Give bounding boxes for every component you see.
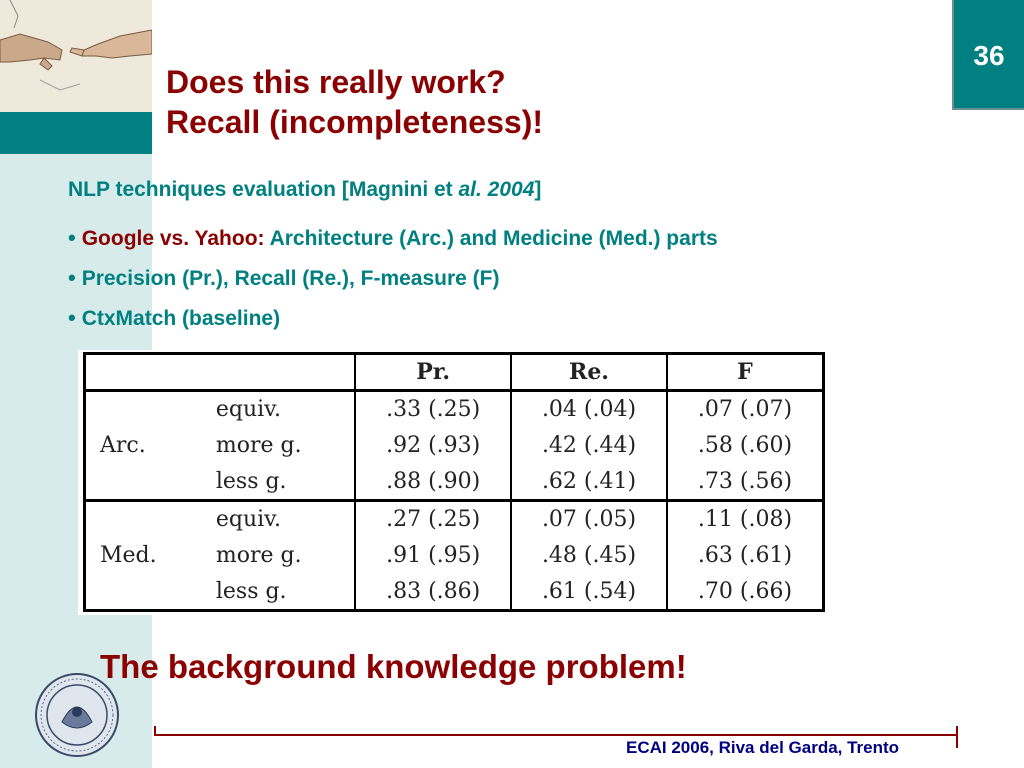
table-row [85, 538, 824, 573]
bullet-dot: • [68, 265, 76, 290]
footer-tick-right [956, 726, 958, 748]
footer-tick-left [154, 726, 156, 736]
bullet-google-yahoo-rest: Architecture (Arc.) and Medicine (Med.) parts [264, 227, 718, 250]
section-citation-italic: al. 2004 [458, 178, 535, 201]
relation-cell: more g. [196, 428, 355, 463]
recall-cell: .42 (.44) [511, 428, 667, 463]
bullet-baseline [68, 304, 718, 344]
slide-number: 36 [973, 40, 1005, 71]
group-label-arc: Arc. [85, 391, 196, 501]
f-measure-cell: .73 (.56) [667, 463, 824, 500]
precision-cell: .27 (.25) [355, 500, 511, 537]
title-line-1: Does this really work? [166, 64, 506, 100]
bullet-dot: • [68, 225, 76, 250]
f-measure-cell: .70 (.66) [667, 573, 824, 610]
table-row [85, 573, 824, 610]
recall-cell: .62 (.41) [511, 463, 667, 500]
recall-cell: .61 (.54) [511, 573, 667, 610]
relation-cell: more g. [196, 538, 355, 573]
f-measure-cell: .63 (.61) [667, 538, 824, 573]
precision-cell: .88 (.90) [355, 463, 511, 500]
precision-cell: .91 (.95) [355, 538, 511, 573]
results-table [83, 352, 825, 612]
title-line-2: Recall (incompleteness)! [166, 104, 543, 140]
sidebar-band [0, 112, 152, 154]
recall-cell: .04 (.04) [511, 391, 667, 428]
recall-cell: .48 (.45) [511, 538, 667, 573]
results-table-container [78, 350, 828, 615]
table-row [85, 463, 824, 500]
f-measure-cell: .07 (.07) [667, 391, 824, 428]
slide-number-box [952, 0, 1024, 110]
bullet-baseline-text: CtxMatch (baseline) [81, 307, 281, 330]
relation-cell: less g. [196, 573, 355, 610]
slide-title [166, 62, 543, 142]
precision-cell: .92 (.93) [355, 428, 511, 463]
f-measure-cell: .11 (.08) [667, 500, 824, 537]
precision-cell: .33 (.25) [355, 391, 511, 428]
bullet-dot: • [68, 305, 76, 330]
footer-text: ECAI 2006, Riva del Garda, Trento [626, 738, 900, 757]
footer-divider [154, 734, 958, 736]
bullet-list [68, 224, 718, 344]
header-empty [85, 354, 356, 391]
section-suffix: ] [534, 178, 542, 201]
bullet-google-yahoo-lead: Google vs. Yahoo: [81, 227, 265, 250]
punchline-text: The background knowledge problem! [100, 648, 687, 685]
relation-cell: less g. [196, 463, 355, 500]
relation-cell: equiv. [196, 500, 355, 537]
table-row [85, 428, 824, 463]
table-header-row [85, 354, 824, 391]
section-heading [68, 178, 541, 202]
table-row [85, 391, 824, 428]
recall-cell: .07 (.05) [511, 500, 667, 537]
creation-of-adam-image [0, 0, 152, 112]
header-precision: Pr. [355, 354, 511, 391]
f-measure-cell: .58 (.60) [667, 428, 824, 463]
bullet-google-yahoo [68, 224, 718, 264]
precision-cell: .83 (.86) [355, 573, 511, 610]
header-f-measure: F [667, 354, 824, 391]
section-prefix: NLP techniques evaluation [Magnini et [68, 178, 459, 201]
header-recall: Re. [511, 354, 667, 391]
table-row [85, 500, 824, 537]
group-label-med: Med. [85, 500, 196, 610]
bullet-measures [68, 264, 718, 304]
relation-cell: equiv. [196, 391, 355, 428]
bullet-measures-text: Precision (Pr.), Recall (Re.), F-measure (F) [81, 267, 500, 290]
